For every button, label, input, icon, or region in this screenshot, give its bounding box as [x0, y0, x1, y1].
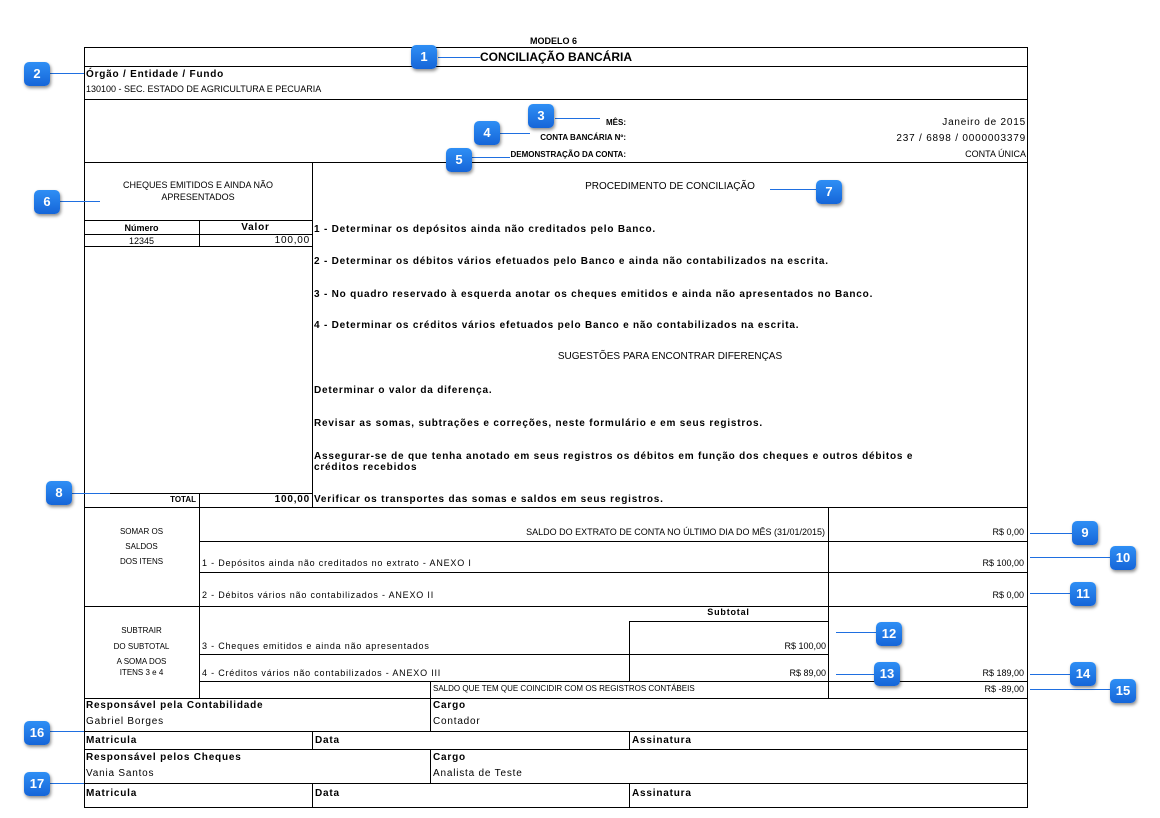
procedure-step-4: 4 - Determinar os créditos vários efetuados pelo Banco e não contabilizados na escrita.: [314, 320, 800, 331]
balance-value: R$ 0,00: [992, 527, 1024, 537]
suggestion-3-cont: créditos recebidos: [314, 462, 418, 473]
callout-badge-3: 3: [528, 104, 554, 128]
form-title: CONCILIAÇÃO BANCÁRIA: [480, 50, 632, 64]
item4-value: R$ 89,00: [789, 668, 826, 678]
callout-badge-10: 10: [1110, 546, 1136, 570]
cheque-row-number: 12345: [128, 236, 155, 246]
balance-label: SALDO DO EXTRATO DE CONTA NO ÚLTIMO DIA DO MÊS (31/01/2015): [526, 527, 825, 537]
procedure-title: PROCEDIMENTO DE CONCILIAÇÃO: [585, 181, 755, 192]
entity-value: 130100 - SEC. ESTADO DE AGRICULTURA E PECUARIA: [86, 84, 322, 94]
callout-badge-14: 14: [1070, 662, 1096, 686]
bank-account-label: CONTA BANCÁRIA Nº:: [540, 133, 626, 142]
suggestion-2: Revisar as somas, subtrações e correções, neste formulário e em seus registros.: [314, 418, 763, 429]
accounting-date-label: Data: [315, 735, 340, 746]
item3-value: R$ 100,00: [784, 641, 826, 651]
callout-badge-16: 16: [24, 721, 50, 745]
subtotal-header: Subtotal: [707, 607, 750, 617]
item1-value: R$ 100,00: [982, 558, 1024, 568]
cheques-title-line2: APRESENTADOS: [161, 192, 235, 202]
accounting-cargo-label: Cargo: [433, 700, 466, 711]
cheques-cargo-label: Cargo: [433, 752, 466, 763]
procedure-step-3: 3 - No quadro reservado à esquerda anotar os cheques emitidos e ainda não apresentados no Banco.: [314, 289, 874, 300]
cheques-signature-label: Assinatura: [632, 788, 692, 799]
month-value: Janeiro de 2015: [942, 117, 1026, 128]
item2-label: 2 - Débitos vários não contabilizados - ANEXO II: [202, 590, 434, 600]
item4-label: 4 - Créditos vários não contabilizados - ANEXO III: [202, 668, 442, 678]
cheques-cargo-value: Analista de Teste: [433, 768, 523, 779]
cheques-responsible-name: Vania Santos: [86, 768, 155, 779]
entity-label: Órgão / Entidade / Fundo: [86, 69, 225, 80]
accounting-cargo-value: Contador: [433, 716, 481, 727]
callout-badge-1: 1: [411, 45, 437, 69]
cheques-matricula-label: Matricula: [86, 788, 138, 799]
bank-account-value: 237 / 6898 / 0000003379: [896, 133, 1026, 144]
cheques-title: CHEQUES EMITIDOS E AINDA NÃO: [122, 180, 274, 190]
callout-badge-4: 4: [474, 121, 500, 145]
account-demo-value: CONTA ÚNICA: [965, 149, 1026, 159]
model-label: MODELO 6: [530, 36, 578, 46]
month-label: MÊS:: [606, 118, 626, 127]
suggestions-title: SUGESTÕES PARA ENCONTRAR DIFERENÇAS: [557, 351, 783, 362]
callout-badge-15: 15: [1110, 679, 1136, 703]
callout-badge-9: 9: [1072, 521, 1098, 545]
accounting-signature-label: Assinatura: [632, 735, 692, 746]
callout-badge-8: 8: [46, 481, 72, 505]
col-value-header: Valor: [241, 222, 270, 233]
callout-badge-6: 6: [34, 190, 60, 214]
callout-badge-11: 11: [1070, 582, 1096, 606]
procedure-step-2: 2 - Determinar os débitos vários efetuados pelo Banco e ainda não contabilizados na escrita.: [314, 256, 829, 267]
subtract-label-line1: SUBTRAIR: [121, 626, 162, 635]
subtract-label-line2: DO SUBTOTAL: [113, 642, 170, 651]
suggestion-4: Verificar os transportes das somas e saldos em seus registros.: [314, 494, 664, 505]
item2-value: R$ 0,00: [992, 590, 1024, 600]
cheques-responsible-label: Responsável pelos Cheques: [86, 752, 242, 763]
cheque-row-value: 100,00: [274, 235, 310, 246]
callout-badge-12: 12: [876, 622, 902, 646]
cheques-total-value: 100,00: [274, 494, 310, 505]
sum-label-line2: SALDOS: [125, 542, 158, 551]
item3-label: 3 - Cheques emitidos e ainda não apresentados: [202, 641, 430, 651]
suggestion-3: Assegurar-se de que tenha anotado em seus registros os débitos em função dos cheques e outros débitos e: [314, 451, 914, 462]
item1-label: 1 - Depósitos ainda não creditados no extrato - ANEXO I: [202, 558, 472, 568]
callout-badge-13: 13: [874, 662, 900, 686]
final-balance-value: R$ -89,00: [984, 684, 1024, 694]
subtract-label-line3: A SOMA DOS: [116, 657, 167, 666]
accounting-responsible-label: Responsável pela Contabilidade: [86, 700, 264, 711]
callout-badge-7: 7: [816, 180, 842, 204]
procedure-step-1: 1 - Determinar os depósitos ainda não creditados pelo Banco.: [314, 224, 656, 235]
accounting-matricula-label: Matricula: [86, 735, 138, 746]
sum-label-line1: SOMAR OS: [119, 527, 164, 536]
final-balance-label: SALDO QUE TEM QUE COINCIDIR COM OS REGISTROS CONTÁBEIS: [433, 684, 695, 693]
suggestion-1: Determinar o valor da diferença.: [314, 385, 493, 396]
subtract-label-line4: ITENS 3 e 4: [119, 668, 164, 677]
accounting-responsible-name: Gabriel Borges: [86, 716, 164, 727]
col-number-header: Número: [124, 223, 159, 233]
callout-badge-17: 17: [24, 772, 50, 796]
callout-badge-2: 2: [24, 62, 50, 86]
account-demo-label: DEMONSTRAÇÃO DA CONTA:: [510, 150, 626, 159]
sum-label-line3: DOS ITENS: [119, 557, 164, 566]
cheques-date-label: Data: [315, 788, 340, 799]
cheques-total-label: TOTAL: [170, 495, 196, 504]
subtotal-value: R$ 189,00: [982, 668, 1024, 678]
callout-badge-5: 5: [446, 148, 472, 172]
